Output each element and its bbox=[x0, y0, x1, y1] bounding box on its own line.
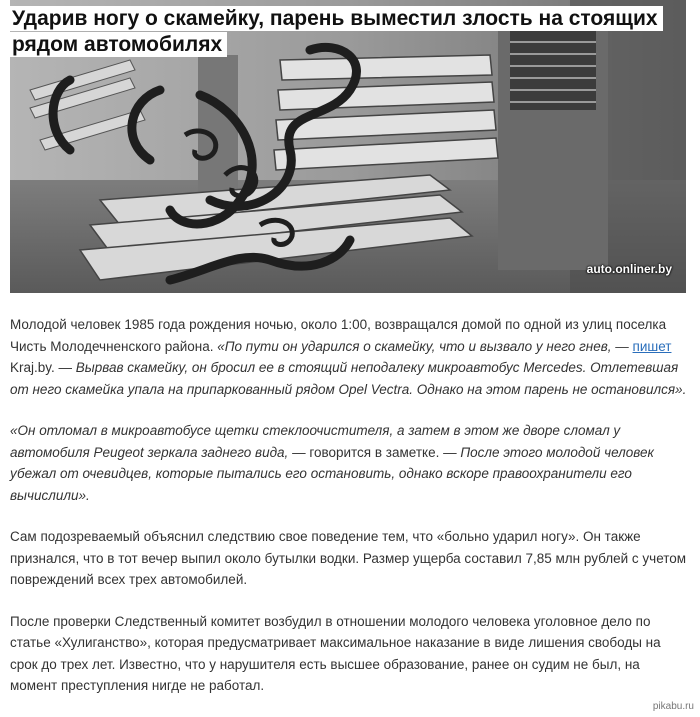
site-watermark: pikabu.ru bbox=[652, 701, 694, 712]
article-headline: Ударив ногу о скамейку, парень выместил злость на стоящих рядом автомобилях bbox=[10, 6, 700, 58]
article-paragraph-4: После проверки Следственный комитет возбудил в отношении молодого человека уголовное дело по статье «Хулиганство», которая предусматривает максимальное наказание в виде лишения свободы на срок до трех лет. Известно, что у нарушителя есть высшее образование, ранее он судим не был, на момент преступления нигде не работал. bbox=[10, 613, 661, 693]
article-body bbox=[10, 314, 690, 717]
article-paragraph-3: Сам подозреваемый объяснил следствию свое поведение тем, что «больно ударил ногу». Он также признался, что в тот вечер выпил около бутылки водки. Размер ущерба составил 7,85 млн рублей с учетом повреждений всех трех автомобилей. bbox=[10, 529, 687, 587]
source-link[interactable]: пишет bbox=[632, 338, 672, 354]
photo-credit: auto.onliner.by bbox=[586, 262, 672, 276]
article-paragraph-1: Молодой человек 1985 года рождения ночью, около 1:00, возвращался домой по одной из улиц поселка Чисть Молодечненского района. «По пути он ударился о скамейку, что и вызвало у него гнев, — пишет Kraj.by. — Вырвав скамейку, он бросил ее в стоящий неподалеку микроавтобус Mercedes. Отлетевшая от него скамейка упала на припаркованный рядом Opel Vectra. Однако на этом парень не остановился». bbox=[10, 317, 687, 397]
article-paragraph-2: «Он отломал в микроавтобусе щетки стеклоочистителя, а затем в этом же дворе сломал у автомобиля Peugeot зеркала заднего вида, — говорится в заметке. — После этого молодой человек убежал от очевидцев, которые пытались его остановить, однако вскоре правоохранители его вычислили». bbox=[10, 423, 654, 503]
